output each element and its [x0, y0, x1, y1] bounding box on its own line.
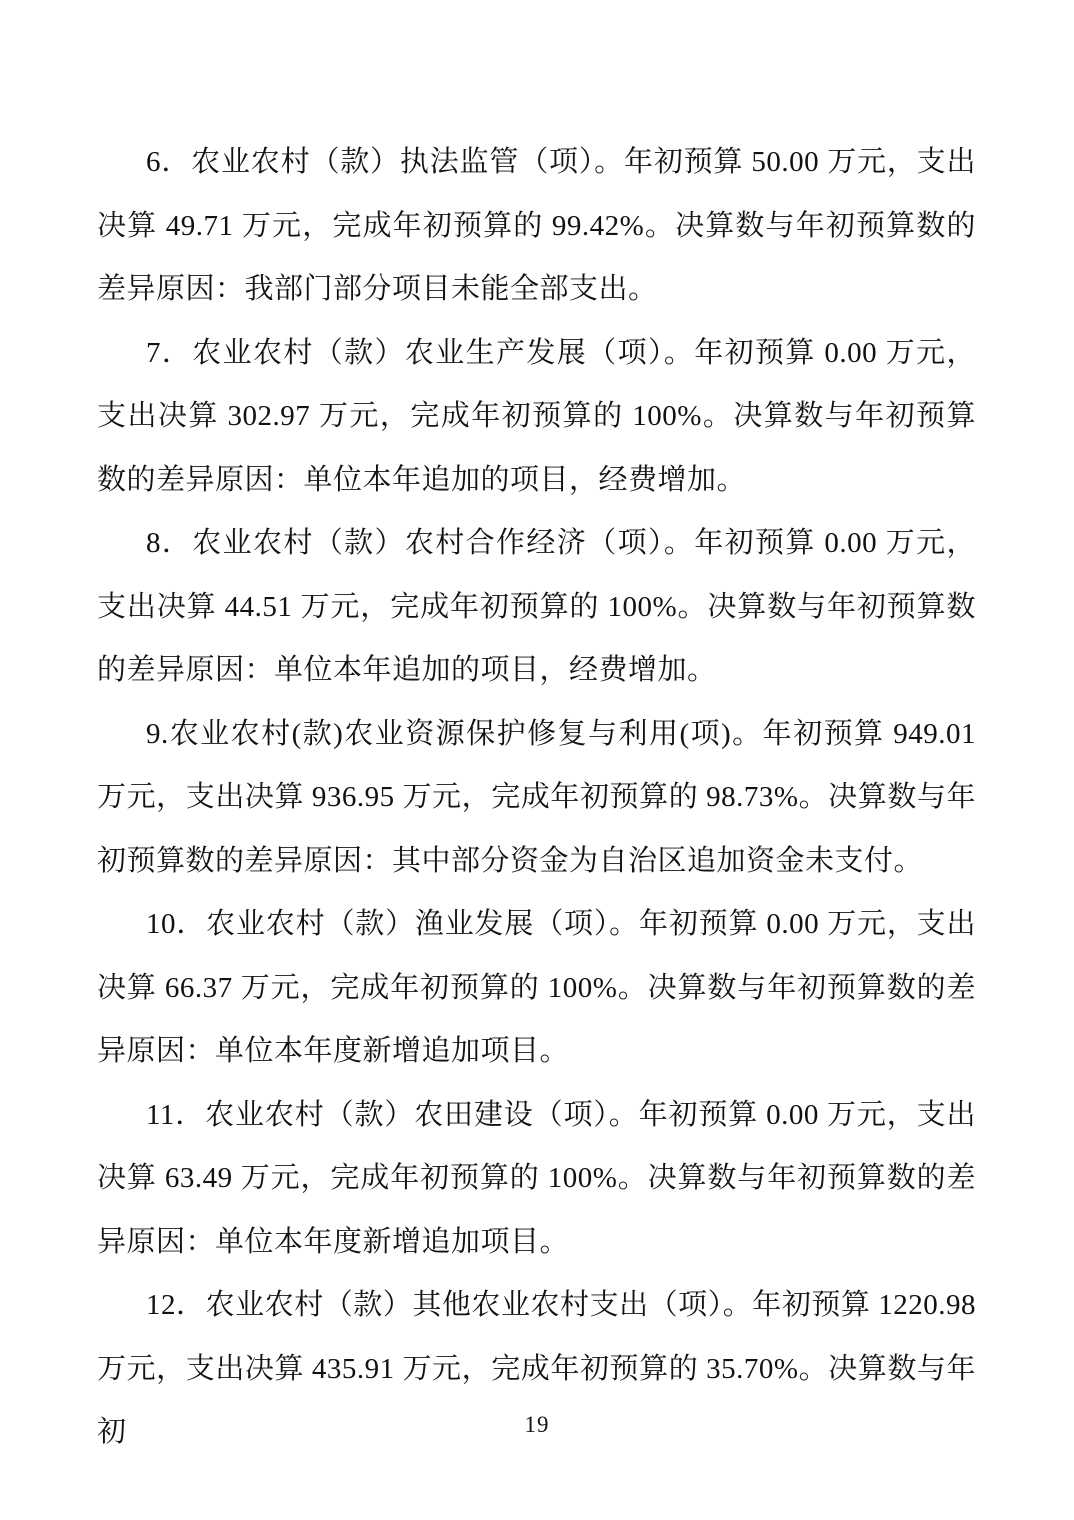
budget-paragraph-item-7: 7．农业农村（款）农业生产发展（项）。年初预算 0.00 万元，支出决算 302.97 万元，完成年初预算的 100%。决算数与年初预算数的差异原因：单位本年追加的项目，经费增加。	[97, 336, 976, 496]
budget-paragraph-item-8: 8．农业农村（款）农村合作经济（项）。年初预算 0.00 万元，支出决算 44.51 万元，完成年初预算的 100%。决算数与年初预算数的差异原因：单位本年追加的项目，经费增加。	[97, 527, 976, 686]
budget-paragraph-item-10: 10．农业农村（款）渔业发展（项）。年初预算 0.00 万元，支出决算 66.37 万元，完成年初预算的 100%。决算数与年初预算数的差异原因：单位本年度新增追加项目。	[97, 908, 976, 1067]
document-body	[97, 131, 976, 1465]
budget-paragraph-item-11: 11．农业农村（款）农田建设（项）。年初预算 0.00 万元，支出决算 63.49 万元，完成年初预算的 100%。决算数与年初预算数的差异原因：单位本年度新增追加项目。	[97, 1098, 976, 1258]
budget-paragraph-item-12: 12．农业农村（款）其他农业农村支出（项）。年初预算 1220.98 万元，支出决算 435.91 万元，完成年初预算的 35.70%。决算数与年初	[97, 1289, 976, 1448]
page-footer	[0, 1410, 1074, 1440]
budget-paragraph-item-6: 6．农业农村（款）执法监管（项）。年初预算 50.00 万元，支出决算 49.71 万元，完成年初预算的 99.42%。决算数与年初预算数的差异原因：我部门部分项目未能全部支出。	[97, 146, 976, 305]
page-number: 19	[524, 1412, 550, 1437]
budget-paragraph-item-9: 9.农业农村(款)农业资源保护修复与利用(项)。年初预算 949.01 万元，支出决算 936.95 万元，完成年初预算的 98.73%。决算数与年初预算数的差异原因：其中部分资金为自治区追加资金未支付。	[97, 717, 976, 877]
